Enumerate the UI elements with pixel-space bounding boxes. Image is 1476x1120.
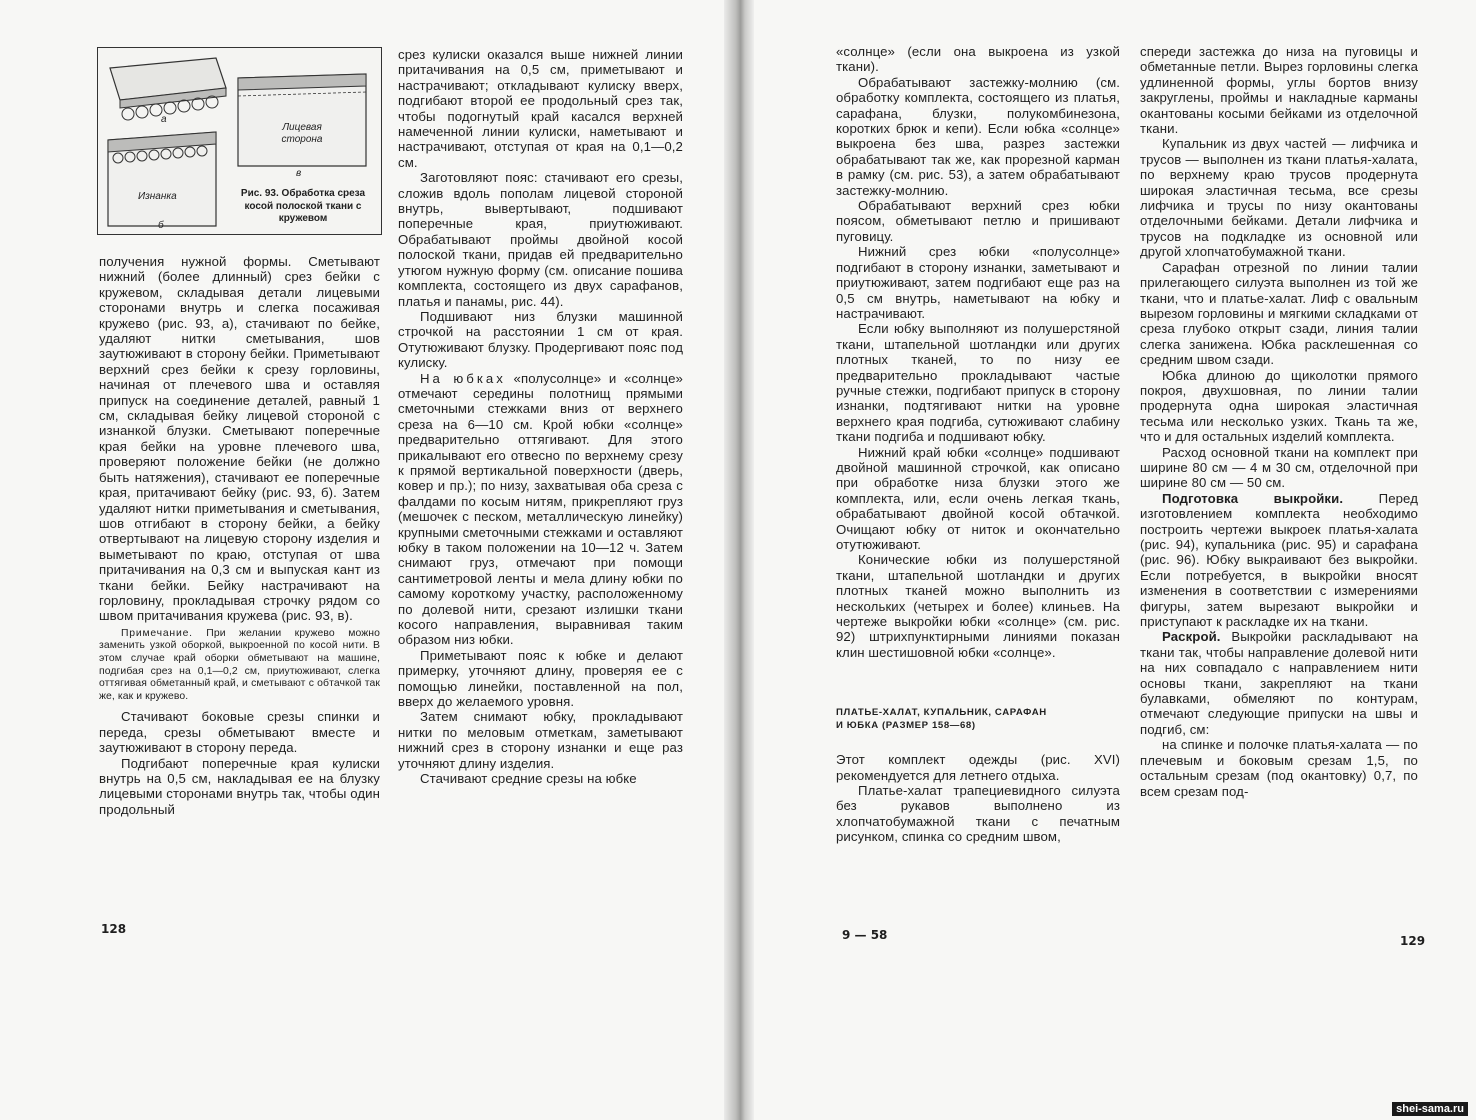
paragraph-body: Выкройки раскладывают на ткани так, чтобы направление долевой нити на них совпадало с направлением нити основы ткани, закрепляют на ткани булавками, обмеляют по контурам, отмечают следующие припуски на швы и подгиб, см:: [1140, 629, 1419, 737]
book-gutter: [724, 0, 754, 1120]
right-column-1: [836, 44, 1120, 845]
left-page-number: 128: [101, 922, 127, 936]
paragraph: [1140, 629, 1418, 737]
section-heading-line: ПЛАТЬЕ-ХАЛАТ, КУПАЛЬНИК, САРАФАН: [836, 707, 1047, 719]
figure-label-a: а: [161, 114, 167, 125]
figure-caption: Рис. 93. Обработка среза косой полоской ткани с кружевом: [240, 188, 366, 224]
paragraph: Подгибают поперечные края кулиски внутрь на 0,5 см, накладывая ее на блузку лицевыми сторонами внутрь так, чтобы один продольный: [99, 755, 380, 817]
paragraph: Обрабатывают застежку-молнию (см. обработку комплекта, состоящего из платья, сарафана, блузки, полукомбинезона, коротких брюк и кепи). Если юбка «солнце» выкроена без шва, разрез застежки обрабатывают так же, как прорезной карман в рамку (см. рис. 53), а затем обрабатывают застежку-молнию.: [836, 74, 1120, 198]
bold-lead: Подготовка выкройки.: [1162, 490, 1344, 506]
paragraph: Нижний край юбки «солнце» подшивают двойной машинной строчкой, как описано при обработке низа блузки этого же комплекта, или, если очень легкая ткань, обрабатывают двойной косой обтачкой. Очищают юбку от ниток и окончательно отутюживают.: [836, 444, 1120, 552]
note-body: При желании кружево можно заменить узкой оборкой, выкроенной по косой нити. В этом случае край оборки обметывают на машине, подгибая срез на 0,1—0,2 см, приутюживают, слегка оттягивая обметанный край, и сметывают с обтачкой так же, как и кружево.: [99, 627, 380, 702]
paragraph: Платье-халат трапециевидного силуэта без рукавов выполнено из хлопчатобумажной ткани с печатным рисунком, спинка со средним швом,: [836, 783, 1120, 845]
front-side-label: Лицевая сторона: [281, 122, 323, 145]
section-heading-line: И ЮБКА (РАЗМЕР 158—68): [836, 720, 976, 732]
paragraph: Юбка длиною до щиколотки прямого покроя, двухшовная, по линии талии продернута одна широкая эластичная тесьма или несколько узких. Ткань та же, что и для остальных изделий комплекта.: [1140, 367, 1418, 445]
sketch-b: [108, 132, 216, 226]
paragraph: Конические юбки из полушерстяной ткани, штапельной шотландки и других плотных тканей можно выполнить из нескольких (четырех и более) клиньев. На чертеже выкройки юбки «солнце» (см. рис. 92) штрихпунктирными линиями показан клин шестишовной юбки «солнце».: [836, 552, 1120, 660]
bold-lead: Раскрой.: [1162, 629, 1221, 645]
paragraph-body: Перед изготовлением комплекта необходимо построить чертежи выкроек платья-халата (рис. 94), купальника (рис. 95) и сарафана (рис. 96). Юбку выкраивают без выкройки. Если потребуется, в выкройки вносят изменения в соответствии с измерениями фигуры, затем вырезают выкройки и приступают к раскладке их на ткани.: [1140, 490, 1418, 630]
figure-label-v: в: [296, 168, 302, 179]
note-head: Примечание.: [121, 627, 193, 639]
paragraph: Купальник из двух частей — лифчика и трусов — выполнен из ткани платья-халата, по верхнему краю трусов продернута широкая эластичная тесьма, все срезы лифчика и трусы по низу окантованы отделочными бейками. Детали лифчика и трусов на подкладке из основной или другой хлопчатобумажной ткани.: [1140, 136, 1418, 260]
paragraph: Заготовляют пояс: стачивают его срезы, сложив вдоль пополам лицевой стороной внутрь, вывертывают, подшивают поперечные края, приутюживают. Обрабатывают проймы двойной косой полоской ткани, придав ей предварительно утюгом нужную форму (см. описание пошива комплекта, состоящего из двух сарафанов, платья и панамы, рис. 44).: [398, 170, 683, 309]
paragraph: Если юбку выполняют из полушерстяной ткани, штапельной шотландки или других плотных тканей, то по низу ее предварительно прокладывают частые ручные стежки, подгибают припуск в сторону изнанки, подтягивают нитки на уровне верхнего края подгиба, сутюживают слабину ткани подгиба и подшивают юбку.: [836, 321, 1120, 445]
paragraph: Стачивают средние срезы на юбке: [420, 771, 637, 787]
paragraph: [1140, 491, 1418, 630]
paragraph: Подшивают низ блузки машинной строчкой на расстоянии 1 см от края. Отутюживают блузку. Продергивают пояс под кулиску.: [398, 308, 683, 371]
right-page-number: 129: [1400, 934, 1426, 948]
paragraph: Сарафан отрезной по линии талии прилегающего силуэта выполнен из той же ткани, что и платье-халат. Лиф с овальным вырезом горловины и мягкими складками от среза глубоко открыт сзади, линия талии слегка занижена. Юбка расклешенная со средним швом сзади.: [1140, 259, 1418, 368]
left-column-2: [398, 47, 683, 787]
paragraph: срез кулиски оказался выше нижней линии притачивания на 0,5 см, приметывают и настрачивают; откладывают кулиску вверх, подгибают второй ее продольный срез так, чтобы подогнутый край касался верхней намеченной линии кулиски, наметывают и настрачивают, отступая от края на 0,1—0,2 см.: [398, 47, 683, 170]
paragraph: Обрабатывают верхний срез юбки поясом, обметывают петлю и пришивают пуговицу.: [836, 198, 1120, 244]
spaced-lead: На юбках: [420, 370, 506, 386]
paragraph: Стачивают боковые срезы спинки и переда, срезы обметывают вместе и заутюживают в сторону переда.: [99, 709, 380, 756]
wrong-side-label: Изнанка: [138, 191, 177, 202]
watermark: shei-sama.ru: [1392, 1102, 1468, 1116]
section-heading: [836, 706, 1120, 732]
sketch-v: [238, 74, 366, 166]
paragraph: спереди застежка до низа на пуговицы и обметанные петли. Вырез горловины слегка удлиненной формы, углы бортов внизу закруглены, проймы и накладные карманы окантованы косыми бейками из отделочной ткани.: [1140, 44, 1418, 137]
right-column-2: [1140, 44, 1418, 799]
figure-label-b: б: [158, 220, 164, 231]
paragraph: Расход основной ткани на комплект при ширине 80 см — 4 м 30 см, отделочной при ширине 80 см — 50 см.: [1140, 444, 1418, 491]
paragraph: Нижний срез юбки «полусолнце» подгибают в сторону изнанки, заметывают и приутюживают, затем подгибают еще раз на 0,5 см внутрь, наметывают на юбку и настрачивают.: [836, 244, 1120, 321]
paragraph: Этот комплект одежды (рис. XVI) рекомендуется для летнего отдыха.: [836, 752, 1120, 783]
note-paragraph: [99, 628, 380, 704]
signature-mark: 9 — 58: [842, 928, 888, 942]
paragraph: на спинке и полочке платья-халата — по плечевым и боковым срезам 1,5, по остальным срезам (под окантовку) 0,7, по всем срезам под-: [1140, 737, 1418, 799]
paragraph-body: «полусолнце» и «солнце» отмечают середины полотнищ прямыми сметочными стежками вниз от верхнего среза на 6—10 см. Крой юбки «солнце» предварительно оттягивают. Для этого прикалывают его отвесно по верхнему срезу к прямой вертикальной поверхности (дверь, ковер и пр.); по низу, захватывая оба среза с фалдами по косым нитям, прикрепляют груз (мешочек с песком, металлическую линейку) крупными сметочными стежками и оставляют юбку в таком положении на 10—12 ч. Затем снимают груз, отмечают при помощи сантиметровой ленты и мела длину юбки по самому короткому участку, расположенному по долевой нити, срезают излишки ткани косого направления, выравнивая таким образом низ юбки.: [398, 370, 683, 648]
paragraph: [398, 371, 683, 648]
left-column-1: [99, 254, 380, 817]
paragraph: Затем снимают юбку, прокладывают нитки по меловым отметкам, заметывают нижний срез в сторону изнанки и еще раз уточняют длину изделия.: [398, 709, 683, 771]
paragraph: получения нужной формы. Сметывают нижний (более длинный) срез бейки с кружевом, складывая детали лицевыми сторонами внутрь и слегка посаживая кружево (рис. 93, а), стачивают по бейке, удаляют нитки сметывания, шов заутюживают в сторону бейки. Приметывают верхний срез бейки к срезу горловины, начиная от плечевого шва и оставляя припуск на соединение деталей, равный 1 см, складывая бейку лицевой стороной с изнанкой блузки. Сметывают поперечные края бейки на уровне плечевого шва, проверяют положение бейки (не должно быть натяжения), стачивают ее поперечные края, притачивают бейку (рис. 93, б). Затем удаляют нитки приметывания и сметывания, шов отгибают в сторону бейки, а бейку отвертывают на лицевую сторону изделия и выметывают по краю, отступая от шва притачивания на 0,3 см и выпуская кант из ткани бейки. Бейку настрачивают на горловину, прокладывая строчку рядом со швом притачивания кружева (рис. 93, в).: [99, 254, 380, 624]
paragraph: «солнце» (если она выкроена из узкой ткани).: [836, 44, 1120, 75]
figure-93: [97, 47, 382, 235]
sketch-a: [110, 58, 226, 120]
paragraph: Приметывают пояс к юбке и делают примерку, уточняют длину, проверяя ее с помощью линейки, поставленной на пол, вверх до желаемого уровня.: [398, 647, 683, 710]
